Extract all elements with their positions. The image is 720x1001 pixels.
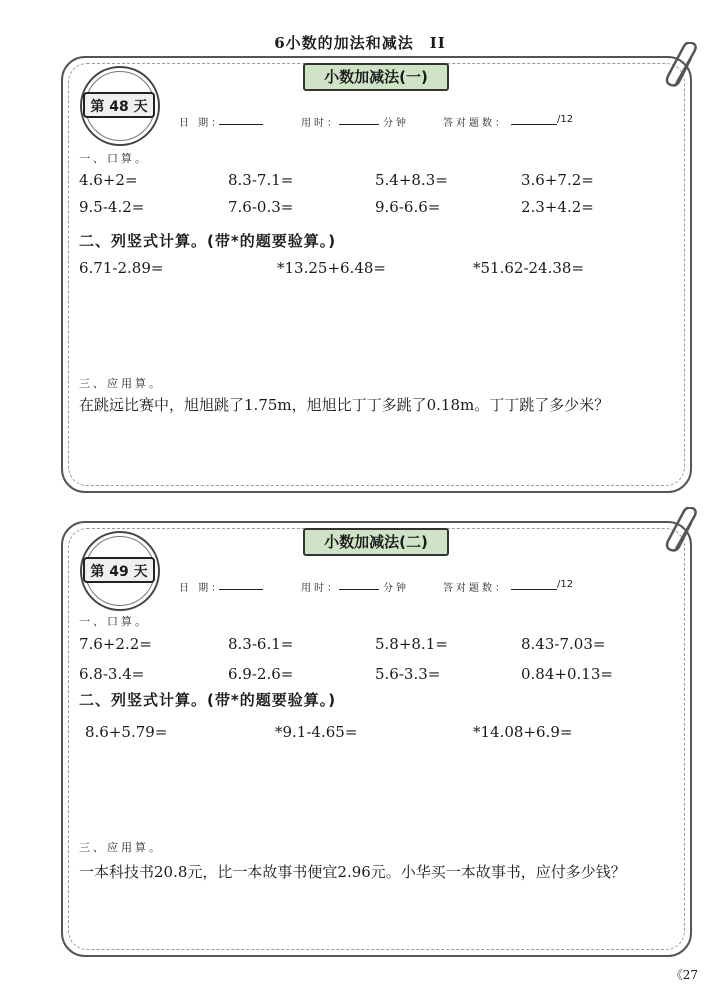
oral-problem: 7.6+2.2= xyxy=(79,635,152,653)
day-label: 第 48 天 xyxy=(83,92,155,118)
lesson-card-49 xyxy=(61,521,692,957)
score-field[interactable] xyxy=(511,114,557,125)
time-unit: 分钟 xyxy=(383,118,409,129)
oral-problem: 5.8+8.1= xyxy=(375,635,448,653)
vertical-problem: *51.62-24.38= xyxy=(473,259,585,277)
oral-problem: 8.43-7.03= xyxy=(521,635,606,653)
oral-problem: 4.6+2= xyxy=(79,171,138,189)
day-badge xyxy=(80,531,160,611)
score-total: /12 xyxy=(557,579,574,590)
section-vertical-heading: 二、列竖式计算。(带*的题要验算。) xyxy=(79,232,337,250)
section-oral-heading: 一、口算。 xyxy=(79,152,149,165)
word-problem: 在跳远比赛中，旭旭跳了1.75m，旭旭比丁丁多跳了0.18m。丁丁跳了多少米？ xyxy=(79,396,610,414)
vertical-problem: *9.1-4.65= xyxy=(275,723,358,741)
vertical-problem: 6.71-2.89= xyxy=(79,259,164,277)
date-label: 日 期： xyxy=(179,583,225,594)
day-label: 第 49 天 xyxy=(83,557,155,583)
lesson-title: 小数加减法(二) xyxy=(303,528,449,556)
paperclip-icon xyxy=(664,507,704,557)
oral-problem: 9.6-6.6= xyxy=(375,198,441,216)
oral-problem: 6.9-2.6= xyxy=(228,665,294,683)
oral-problem: 8.3-7.1= xyxy=(228,171,294,189)
oral-problem: 6.8-3.4= xyxy=(79,665,145,683)
chapter-title: 6小数的加法和减法 II xyxy=(274,34,446,52)
lesson-card-48 xyxy=(61,56,692,493)
score-label: 答对题数： xyxy=(443,583,508,594)
paperclip-icon xyxy=(664,42,704,92)
oral-problem: 9.5-4.2= xyxy=(79,198,145,216)
vertical-problem: *13.25+6.48= xyxy=(277,259,386,277)
section-oral-heading: 一、口算。 xyxy=(79,615,149,628)
oral-problem: 2.3+4.2= xyxy=(521,198,594,216)
oral-problem: 8.3-6.1= xyxy=(228,635,294,653)
oral-problem: 0.84+0.13= xyxy=(521,665,613,683)
date-field[interactable] xyxy=(219,579,263,590)
oral-problem: 3.6+7.2= xyxy=(521,171,594,189)
vertical-problem: *14.08+6.9= xyxy=(473,723,573,741)
oral-problem: 7.6-0.3= xyxy=(228,198,294,216)
oral-problem: 5.4+8.3= xyxy=(375,171,448,189)
date-label: 日 期： xyxy=(179,118,225,129)
date-field[interactable] xyxy=(219,114,263,125)
word-problem: 一本科技书20.8元，比一本故事书便宜2.96元。小华买一本故事书，应付多少钱？ xyxy=(79,863,626,881)
section-word-heading: 三、应用算。 xyxy=(79,841,163,854)
score-field[interactable] xyxy=(511,579,557,590)
day-badge xyxy=(80,66,160,146)
section-vertical-heading: 二、列竖式计算。(带*的题要验算。) xyxy=(79,691,337,709)
time-unit: 分钟 xyxy=(383,583,409,594)
score-label: 答对题数： xyxy=(443,118,508,129)
oral-problem: 5.6-3.3= xyxy=(375,665,441,683)
score-total: /12 xyxy=(557,114,574,125)
vertical-problem: 8.6+5.79= xyxy=(85,723,168,741)
lesson-title: 小数加减法(一) xyxy=(303,63,449,91)
time-field[interactable] xyxy=(339,579,379,590)
section-word-heading: 三、应用算。 xyxy=(79,377,163,390)
time-label: 用时： xyxy=(301,118,340,129)
page-number: 《27 xyxy=(670,968,698,982)
time-label: 用时： xyxy=(301,583,340,594)
time-field[interactable] xyxy=(339,114,379,125)
